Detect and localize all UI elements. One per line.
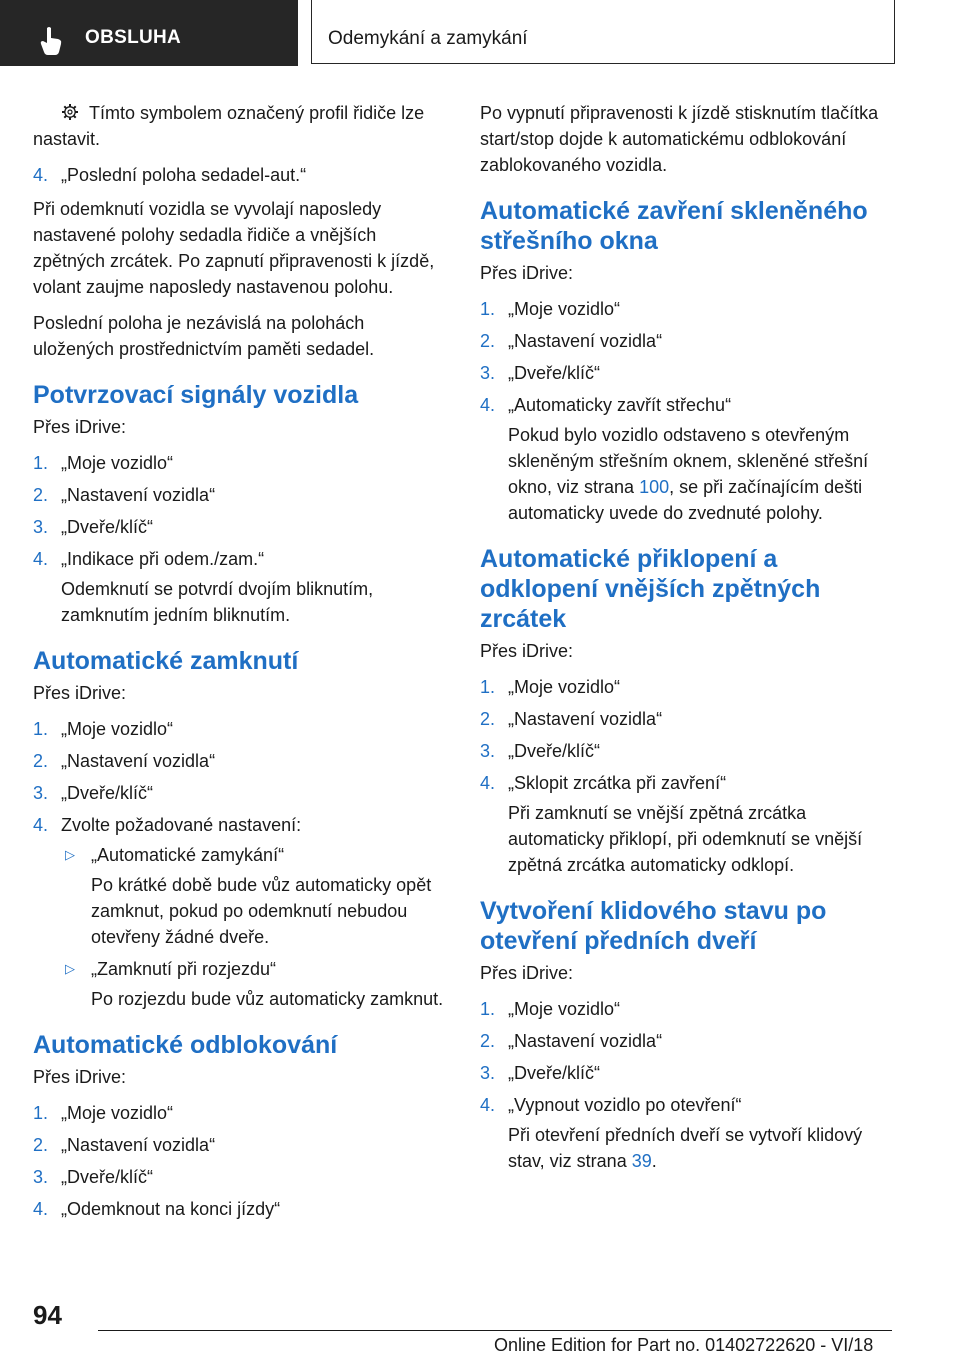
page-link[interactable]: 100	[639, 477, 670, 497]
paragraph: Při odemknutí vozidla se vyvolají naposledy nastavené polohy sedadla řidiče a vnějších zpětných zrcátek. Po zapnutí připravenosti k jízdě, volant zaujme naposledy nastavenou polohu.	[33, 199, 435, 297]
steps-list	[33, 1100, 449, 1222]
section-tab	[0, 0, 298, 66]
steps-list	[480, 674, 896, 878]
list-text: „Dveře/klíč“	[508, 363, 601, 383]
right-column	[480, 100, 896, 1182]
list-number: 2.	[33, 1135, 49, 1155]
list-text: „Indikace při odem./zam.“	[61, 549, 265, 569]
list-text: Zvolte požadované nastavení:	[61, 815, 302, 835]
list-item	[33, 812, 449, 1012]
list-number: 1.	[33, 719, 49, 739]
list-number: 2.	[33, 751, 49, 771]
list-item	[480, 738, 896, 764]
list-number: 1.	[480, 999, 496, 1019]
via-text: Přes iDrive:	[480, 963, 574, 983]
symbol-note-text: Tímto symbolem označený profil řidiče lze nastavit.	[33, 103, 425, 149]
via-text: Přes iDrive:	[480, 641, 574, 661]
edition-text: Online Edition for Part no. 01402722620 - VI/18	[494, 1335, 874, 1355]
hand-pointer-icon	[38, 26, 64, 56]
list-number: 3.	[480, 1063, 496, 1083]
list-item	[480, 328, 896, 354]
list-text: „Moje vozidlo“	[508, 299, 621, 319]
list-number: 1.	[33, 1103, 49, 1123]
list-number: 4.	[480, 395, 496, 415]
steps-list	[480, 296, 896, 526]
list-item	[33, 1100, 449, 1126]
list-item	[33, 450, 449, 476]
list-item	[480, 706, 896, 732]
section-heading: Automatické odblokování	[33, 1031, 338, 1059]
page-link[interactable]: 39	[631, 1151, 652, 1171]
section-heading: Automatické zavření skleněného střešního okna	[480, 197, 868, 255]
options-list	[61, 842, 449, 1012]
list-text: „Automaticky zavřít střechu“	[508, 395, 732, 415]
list-item	[33, 482, 449, 508]
list-item	[33, 1132, 449, 1158]
list-number: 3.	[480, 741, 496, 761]
section-heading: Vytvoření klidového stavu po otevření předních dveří	[480, 897, 827, 955]
section-label: OBSLUHA	[85, 27, 182, 48]
list-number: 3.	[33, 517, 49, 537]
via-text: Přes iDrive:	[33, 683, 127, 703]
list-item	[33, 162, 449, 188]
list-text: „Odemknout na konci jízdy“	[61, 1199, 281, 1219]
list-number: 3.	[33, 783, 49, 803]
list-item	[33, 716, 449, 742]
triangle-bullet-icon: ▷	[65, 961, 75, 976]
list-item	[33, 748, 449, 774]
list-item	[33, 546, 449, 628]
list-number: 1.	[33, 453, 49, 473]
list-text: „Poslední poloha sedadel-aut.“	[61, 165, 307, 185]
intro-list	[33, 162, 449, 188]
list-number: 4.	[33, 1199, 49, 1219]
footer-divider	[98, 1330, 892, 1331]
list-text: „Nastavení vozidla“	[508, 331, 663, 351]
via-text: Přes iDrive:	[33, 1067, 127, 1087]
option-label: „Zamknutí při rozjezdu“	[91, 959, 277, 979]
item-description	[508, 422, 896, 526]
list-text: „Nastavení vozidla“	[61, 1135, 216, 1155]
list-text: „Nastavení vozidla“	[508, 1031, 663, 1051]
item-description	[508, 1122, 896, 1174]
list-item	[480, 296, 896, 322]
section-heading: Automatické přiklopení a odklopení vnějších zpětných zrcátek	[480, 545, 821, 633]
list-text: „Dveře/klíč“	[508, 741, 601, 761]
list-item	[480, 360, 896, 386]
paragraph: Poslední poloha je nezávislá na polohách uložených prostřednictvím paměti sedadel.	[33, 313, 375, 359]
section-heading: Potvrzovací signály vozidla	[33, 381, 359, 409]
list-text: „Nastavení vozidla“	[61, 751, 216, 771]
page-header	[0, 0, 960, 66]
triangle-bullet-icon: ▷	[65, 847, 75, 862]
list-number: 2.	[480, 1031, 496, 1051]
list-text: „Vypnout vozidlo po otevření“	[508, 1095, 742, 1115]
option-label: „Automatické zamykání“	[91, 845, 285, 865]
list-item	[480, 1028, 896, 1054]
list-number: 2.	[33, 485, 49, 505]
list-text: „Dveře/klíč“	[61, 783, 154, 803]
list-item	[480, 770, 896, 878]
section-heading: Automatické zamknutí	[33, 647, 299, 675]
list-text: „Sklopit zrcátka při zavření“	[508, 773, 727, 793]
list-item	[480, 1092, 896, 1174]
list-text: „Dveře/klíč“	[508, 1063, 601, 1083]
chapter-tab	[311, 0, 895, 64]
list-item	[33, 1164, 449, 1190]
list-number: 4.	[33, 815, 49, 835]
list-text: „Nastavení vozidla“	[61, 485, 216, 505]
list-text: „Moje vozidlo“	[61, 719, 174, 739]
option-description: Po rozjezdu bude vůz automaticky zamknut.	[91, 989, 444, 1009]
desc-text: Pokud bylo vozidlo odstaveno s otevřeným skleněným střešním oknem, skleněné střešní okno, viz strana	[508, 425, 869, 497]
symbol-note	[33, 100, 449, 152]
list-number: 4.	[480, 1095, 496, 1115]
steps-list	[33, 716, 449, 1012]
list-item	[33, 514, 449, 540]
option-item	[61, 956, 449, 1012]
list-text: „Moje vozidlo“	[508, 999, 621, 1019]
list-number: 4.	[480, 773, 496, 793]
list-number: 2.	[480, 709, 496, 729]
left-column	[33, 100, 449, 1230]
list-number: 4.	[33, 549, 49, 569]
desc-text: .	[651, 1151, 657, 1171]
list-text: „Dveře/klíč“	[61, 1167, 154, 1187]
desc-text: , se při začínajícím dešti automaticky uvede do zvednuté polohy.	[508, 477, 863, 523]
list-item	[480, 996, 896, 1022]
option-description: Po krátké době bude vůz automaticky opět zamknut, pokud po odemknutí nebudou otevřeny žádné dveře.	[91, 875, 432, 947]
gear-icon	[61, 103, 79, 121]
paragraph: Po vypnutí připravenosti k jízdě stisknutím tlačítka start/stop dojde k automatickému odblokování zablokovaného vozidla.	[480, 103, 879, 175]
list-text: „Moje vozidlo“	[61, 453, 174, 473]
chapter-label: Odemykání a zamykání	[328, 28, 528, 49]
list-text: „Moje vozidlo“	[61, 1103, 174, 1123]
list-item	[33, 1196, 449, 1222]
list-item	[480, 674, 896, 700]
list-item	[33, 780, 449, 806]
via-text: Přes iDrive:	[33, 417, 127, 437]
list-text: „Nastavení vozidla“	[508, 709, 663, 729]
list-number: 4.	[33, 165, 49, 185]
item-description: Při zamknutí se vnější zpětná zrcátka automaticky přiklopí, při odemknutí se vnější zpětná zrcátka automaticky odklopí.	[508, 803, 863, 875]
list-item	[480, 392, 896, 526]
list-text: „Moje vozidlo“	[508, 677, 621, 697]
steps-list	[480, 996, 896, 1174]
option-item	[61, 842, 449, 950]
page-number: 94	[33, 1300, 62, 1330]
item-description: Odemknutí se potvrdí dvojím bliknutím, zamknutím jedním bliknutím.	[61, 579, 374, 625]
list-number: 1.	[480, 299, 496, 319]
via-text: Přes iDrive:	[480, 263, 574, 283]
list-number: 3.	[480, 363, 496, 383]
list-text: „Dveře/klíč“	[61, 517, 154, 537]
steps-list	[33, 450, 449, 628]
list-item	[480, 1060, 896, 1086]
desc-text: Při otevření předních dveří se vytvoří klidový stav, viz strana	[508, 1125, 863, 1171]
list-number: 1.	[480, 677, 496, 697]
list-number: 3.	[33, 1167, 49, 1187]
list-number: 2.	[480, 331, 496, 351]
